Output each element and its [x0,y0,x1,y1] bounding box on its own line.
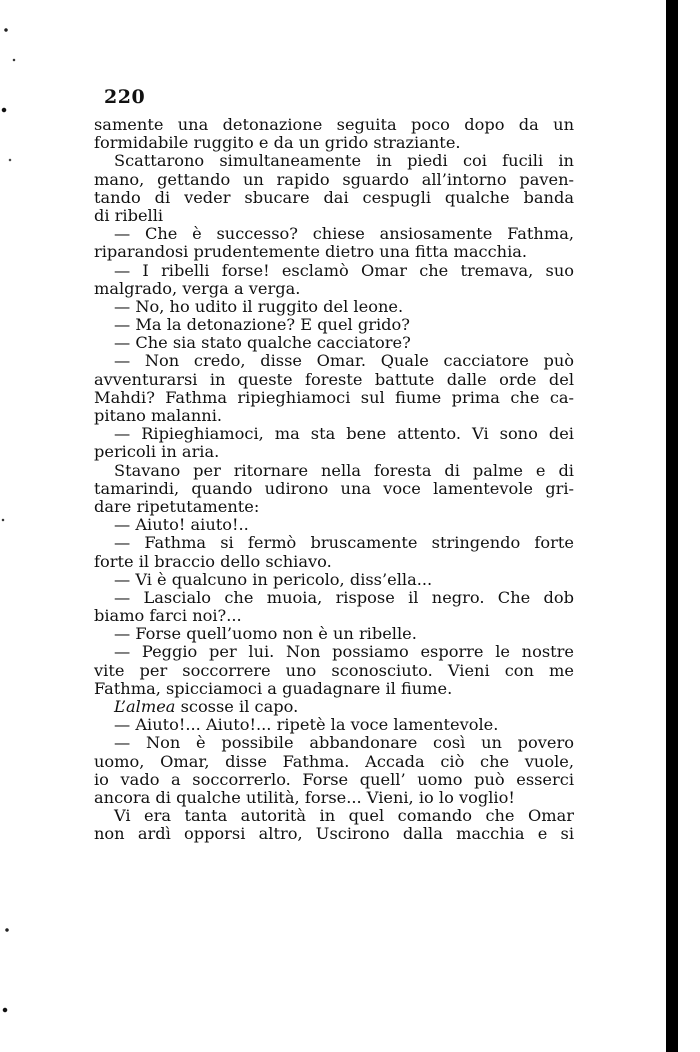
page-edge-scan-noise [0,0,28,1052]
book-text [94,116,574,844]
text-line: — Aiuto! aiuto!.. [114,515,249,535]
text-line: samente una detonazione seguita poco dopo da un [94,115,574,134]
text-line: — Che è successo? chiese ansiosamente Fathma, [114,224,574,244]
text-line: — Forse quell’uomo non è un ribelle. [114,624,417,644]
text-line: tando di veder sbucare dai cespugli qualche banda [94,187,574,207]
text-line: io vado a soccorrerlo. Forse quell’ uomo può esserci [94,769,574,789]
text-line: — Ma la detonazione? E quel grido? [114,315,410,335]
text-line: — Lascialo che muoia, rispose il negro. Che dob [114,587,574,607]
text-line: Scattarono simultaneamente in piedi coi fucili in [114,151,574,171]
text-line: dare ripetutamente: [94,496,260,516]
text-line: — Non credo, disse Omar. Quale cacciatore può [114,351,574,371]
text-line: — Fathma si fermò bruscamente stringendo forte [114,533,574,553]
text-line: L’almea scosse il capo. [114,697,299,716]
text-line: di ribelli [94,205,164,225]
text-line: avventurarsi in queste foreste battute dalle orde del [94,369,574,389]
text-line: — Non è possibile abbandonare così un povero [114,733,574,753]
text-line: riparandosi prudentemente dietro una fitta macchia. [94,242,528,262]
text-line: biamo farci noi?... [94,606,242,626]
text-line: forte il braccio dello schiavo. [94,551,332,571]
page-number: 220 [104,86,146,108]
text-line: pericoli in aria. [94,442,220,462]
text-line: uomo, Omar, disse Fathma. Accada ciò che vuole, [94,751,574,771]
text-line: malgrado, verga a verga. [94,278,301,298]
text-line: — Che sia stato qualche cacciatore? [114,333,411,353]
text-line: tamarindi, quando udirono una voce lamentevole gri- [94,478,574,498]
page-edge-shadow [666,0,678,1052]
text-line: ancora di qualche utilità, forse... Vieni, io lo voglio! [94,787,515,807]
text-line: Fathma, spicciamoci a guadagnare il fiume. [94,678,453,698]
text-line: non ardì opporsi altro, Uscirono dalla macchia e si [94,824,574,844]
text-line: formidabile ruggito e da un grido straziante. [94,133,461,153]
text-line: mano, gettando un rapido sguardo all’intorno paven- [94,169,574,189]
text-line: — Ripieghiamoci, ma sta bene attento. Vi sono dei [114,424,574,444]
text-line: Mahdi? Fathma ripieghiamoci sul fiume prima che ca- [94,387,574,407]
text-line: Stavano per ritornare nella foresta di palme e di [114,460,574,480]
text-line: — I ribelli forse! esclamò Omar che tremava, suo [114,260,574,280]
text-line: pitano malanni. [94,406,223,425]
text-line: Vi era tanta autorità in quel comando che Omar [114,806,574,826]
text-line: — Vi è qualcuno in pericolo, diss’ella... [114,569,433,589]
text-line: — Aiuto!... Aiuto!... ripetè la voce lamentevole. [114,715,499,735]
text-line: — Peggio per lui. Non possiamo esporre le nostre [114,642,574,662]
text-line: vite per soccorrere uno sconosciuto. Vieni con me [94,660,574,680]
text-line: — No, ho udito il ruggito del leone. [114,296,404,316]
